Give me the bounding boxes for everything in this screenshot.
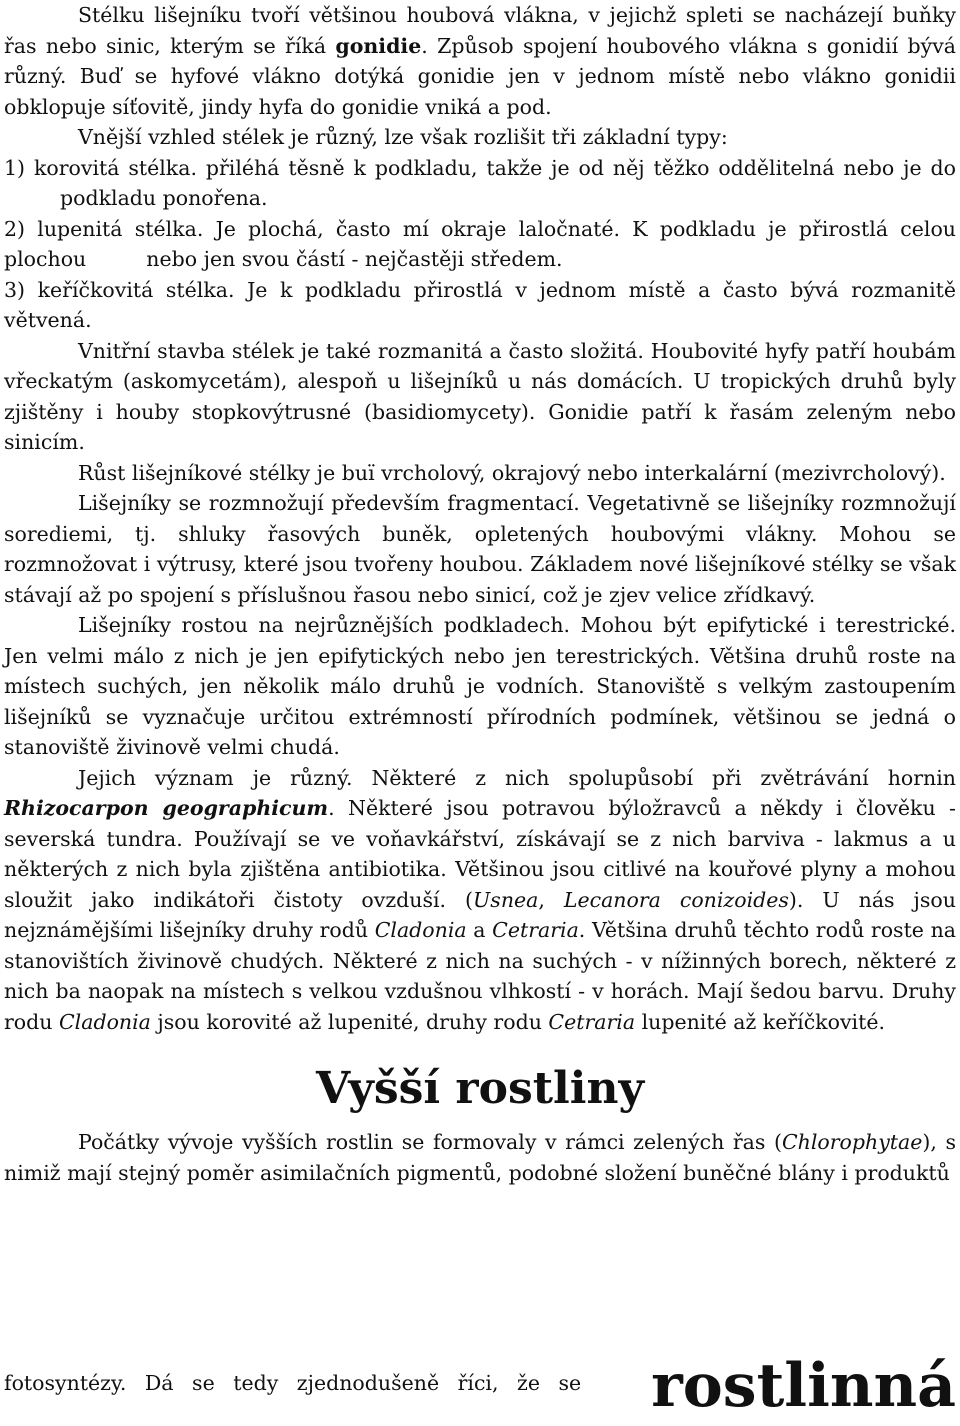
- term-gonidie: gonidie: [335, 33, 422, 58]
- document-page: [4, 0, 956, 1188]
- last-line: [4, 1338, 956, 1421]
- genus-cladonia-2: Cladonia: [58, 1009, 151, 1034]
- genus-cetraria-2: Cetraria: [548, 1009, 636, 1034]
- paragraph-reproduction: Lišejníky se rozmnožují především fragmentací. Vegetativně se lišejníky rozmnožují sorediemi, tj. shluky řasových buněk, opletených houbovými vlákny. Mohou se rozmnožovat i výtrusy, které jsou tvořeny houbou. Základem nové lišejníkové stélky se však stávají až po spojení s příslušnou řasou nebo sinicí, což je zjev velice zřídkavý.: [4, 491, 956, 607]
- paragraph-gonidie: Stélku lišejníku tvoří většinou houbová vlákna, v jejichž spleti se nacházejí buňky řas nebo sinic, kterým se říká gonidie. Způsob spojení houbového vlákna s gonidií bývá různý. Buď se hyfové vlákno dotýká gonidie jen v jednom místě nebo vlákno gonidii obklopuje síťovitě, jindy hyfa do gonidie vniká a pod.: [4, 3, 956, 119]
- term-chlorophytae: Chlorophytae: [781, 1130, 923, 1154]
- paragraph-higher-plants: Počátky vývoje vyšších rostlin se formovaly v rámci zelených řas (Chlorophytae), s nimiž mají stejný poměr asimilačních pigmentů, podobné složení buněčné blány i produktů: [4, 1130, 956, 1185]
- genus-cetraria: Cetraria: [492, 918, 579, 942]
- paragraph-internal-structure: Vnitřní stavba stélek je také rozmanitá a často složitá. Houbovité hyfy patří houbám vřeckatým (askomycetám), alespoň u lišejníků u nás domácích. U tropických druhů byly zjištěny i houby stopkovýtrusné (basidiomycety). Gonidie patří k řasám zeleným nebo sinicím.: [4, 338, 956, 454]
- type-1-crustose: 1) korovitá stélka. přiléhá těsně k podkladu, takže je od něj těžko oddělitelná nebo je dopodkladu ponořena.: [4, 155, 956, 210]
- species-rhizocarpon: Rhizocarpon geographicum: [4, 796, 329, 820]
- last-line-text: fotosyntézy. Dá se tedy zjednodušeně říci, že se: [4, 1371, 582, 1395]
- paragraph-significance: Jejich význam je různý. Některé z nich spolupůsobí při zvětrávání hornin Rhizocarpon geographicum. Některé jsou potravou býložravců a někdy i člověku - severská tundra. Používají se ve voňavkářství, získávají se z nich barviva - lakmus a u některých z nich byla zjištěna antibiotika. Většinou jsou citlivé na kouřové plyny a mohou sloužit jako indikátoři čistoty ovzduší. (Usnea, Lecanora conizoides). U nás jsou nejznámějšími lišejníky druhy rodů Cladonia a Cetraria. Většina druhů těchto rodů roste na stanovištích živinově chudých. Některé z nich na suchých - v nížinných borech, některé z nich ba naopak na místech s velkou vzdušnou vlhkostí - v horách. Mají šedou barvu. Druhy rodu Cladonia jsou korovité až lupenité, druhy rodu Cetraria lupenité až keříčkovité.: [4, 765, 956, 1034]
- species-lecanora: Lecanora conizoides: [563, 887, 789, 912]
- genus-usnea: Usnea: [473, 887, 539, 912]
- type-2-foliose: 2) lupenitá stélka. Je plochá, často mí okraje laločnaté. K podkladu je přirostlá celou plochou nebo jen svou částí - nejčastěji středem.: [4, 216, 956, 271]
- type-3-fruticose: 3) keříčkovitá stélka. Je k podkladu přirostlá v jednom místě a často bývá rozmanitě větvená.: [4, 277, 956, 332]
- paragraph-substrates: Lišejníky rostou na nejrůznějších podkladech. Mohou být epifytické i terestrické. Jen velmi málo z nich je jen epifytických nebo jen terestrických. Většina druhů roste na místech suchých, jen několik málo druhů je vodních. Stanoviště s velkým zastoupením lišejníků se vyznačuje určitou extrémností přírodních podmínek, většinou se jedná o stanoviště živinově velmi chudá.: [4, 613, 956, 759]
- large-word: rostlinná: [651, 1351, 956, 1421]
- section-heading: Vyšší rostliny: [315, 1063, 645, 1114]
- paragraph-growth: Růst lišejníkové stélky je buï vrcholový, okrajový nebo interkalární (mezivrcholový).: [78, 460, 946, 485]
- paragraph-types-intro: Vnější vzhled stélek je různý, lze však rozlišit tři základní typy:: [78, 125, 728, 149]
- genus-cladonia: Cladonia: [374, 918, 467, 942]
